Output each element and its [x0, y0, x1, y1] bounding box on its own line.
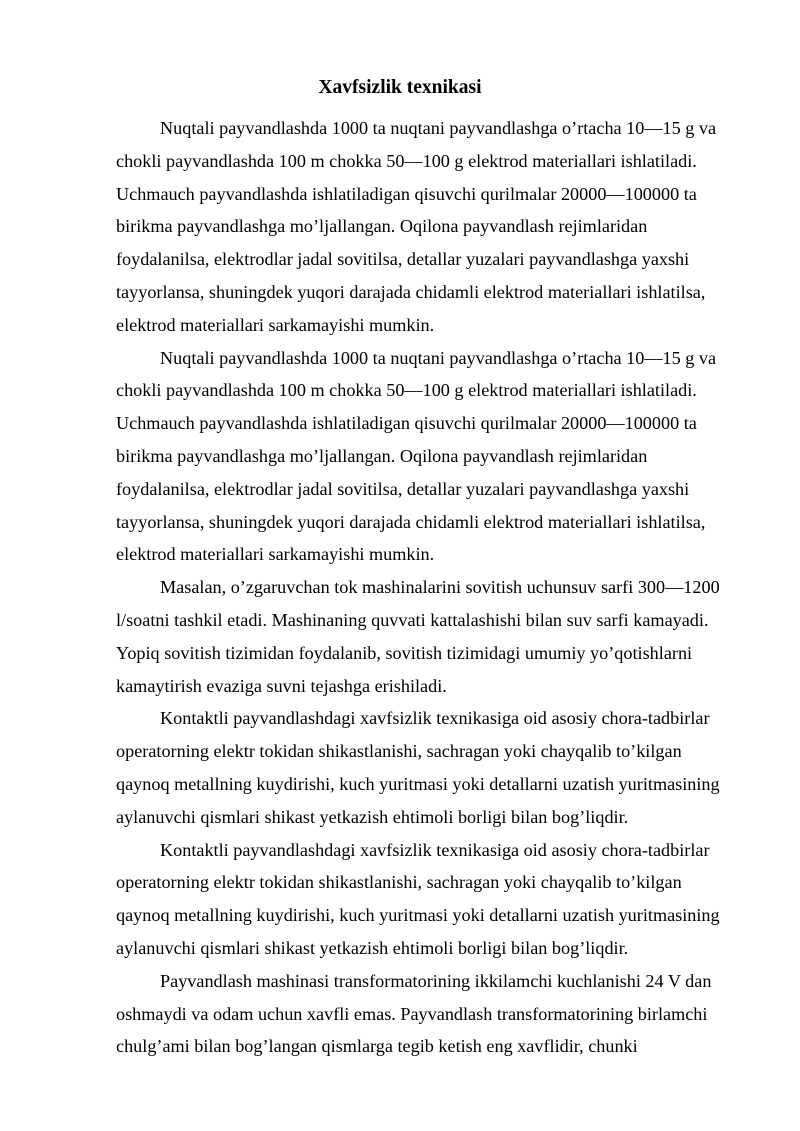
text-line: aylanuvchi qismlari shikast yetkazish ehtimoli borligi bilan bog’liqdir.	[116, 937, 629, 958]
text-line: l/soatni tashkil etadi. Mashinaning quvvati kattalashishi bilan suv sarfi kamayadi.	[116, 609, 709, 630]
text-line: kamaytirish evaziga suvni tejashga erishiladi.	[116, 675, 447, 696]
text-line: birikma payvandlashga mo’ljallangan. Oqilona payvandlash rejimlaridan	[116, 216, 648, 237]
text-line: foydalanilsa, elektrodlar jadal sovitilsa, detallar yuzalari payvandlashga yaxshi	[116, 478, 690, 499]
text-line: elektrod materiallari sarkamayishi mumkin.	[116, 544, 435, 565]
text-line: Kontaktli payvandlashdagi xavfsizlik texnikasiga oid asosiy chora-tadbirlar	[160, 839, 710, 860]
text-line: chulg’ami bilan bog’langan qismlarga tegib ketish eng xavflidir, chunki	[116, 1036, 638, 1057]
text-line: Uchmauch payvandlashda ishlatiladigan qisuvchi qurilmalar 20000—100000 ta	[116, 413, 697, 434]
paragraph	[116, 342, 746, 572]
text-line: oshmaydi va odam uchun xavfli emas. Payvandlash transformatorining birlamchi	[116, 1003, 708, 1024]
paragraph	[116, 571, 746, 702]
text-line: qaynoq metallning kuydirishi, kuch yuritmasi yoki detallarni uzatish yuritmasining	[116, 773, 720, 794]
text-line: Nuqtali payvandlashda 1000 ta nuqtani payvandlashga o’rtacha 10—15 g va	[160, 347, 717, 368]
text-line: operatorning elektr tokidan shikastlanishi, sachragan yoki chayqalib to’kilgan	[116, 872, 682, 893]
text-line: qaynoq metallning kuydirishi, kuch yuritmasi yoki detallarni uzatish yuritmasining	[116, 905, 720, 926]
text-line: Nuqtali payvandlashda 1000 ta nuqtani payvandlashga o’rtacha 10—15 g va	[160, 118, 717, 138]
text-line: birikma payvandlashga mo’ljallangan. Oqilona payvandlash rejimlaridan	[116, 445, 648, 466]
text-line: aylanuvchi qismlari shikast yetkazish ehtimoli borligi bilan bog’liqdir.	[116, 806, 629, 827]
document-title: Xavfsizlik texnikasi	[318, 77, 482, 98]
text-line: operatorning elektr tokidan shikastlanishi, sachragan yoki chayqalib to’kilgan	[116, 741, 682, 762]
paragraph	[116, 112, 746, 342]
text-line: Kontaktli payvandlashdagi xavfsizlik texnikasiga oid asosiy chora-tadbirlar	[160, 708, 710, 729]
text-line: elektrod materiallari sarkamayishi mumkin.	[116, 314, 435, 335]
document-body	[116, 112, 746, 1063]
paragraph	[116, 702, 746, 833]
text-line: Yopiq sovitish tizimidan foydalanib, sovitish tizimidagi umumiy yo’qotishlarni	[116, 642, 693, 663]
paragraph	[116, 834, 746, 965]
text-line: foydalanilsa, elektrodlar jadal sovitilsa, detallar yuzalari payvandlashga yaxshi	[116, 249, 690, 270]
text-line: chokli payvandlashda 100 m chokka 50—100 g elektrod materiallari ishlatiladi.	[116, 380, 697, 401]
paragraph	[116, 965, 746, 1063]
text-line: Payvandlash mashinasi transformatorining ikkilamchi kuchlanishi 24 V dan	[160, 970, 712, 991]
text-line: Uchmauch payvandlashda ishlatiladigan qisuvchi qurilmalar 20000—100000 ta	[116, 183, 697, 204]
text-line: tayyorlansa, shuningdek yuqori darajada chidamli elektrod materiallari ishlatilsa,	[116, 511, 706, 532]
text-line: chokli payvandlashda 100 m chokka 50—100 g elektrod materiallari ishlatiladi.	[116, 150, 697, 171]
text-line: Masalan, o’zgaruvchan tok mashinalarini sovitish uchunsuv sarfi 300—1200	[160, 577, 720, 598]
text-line: tayyorlansa, shuningdek yuqori darajada chidamli elektrod materiallari ishlatilsa,	[116, 281, 706, 302]
